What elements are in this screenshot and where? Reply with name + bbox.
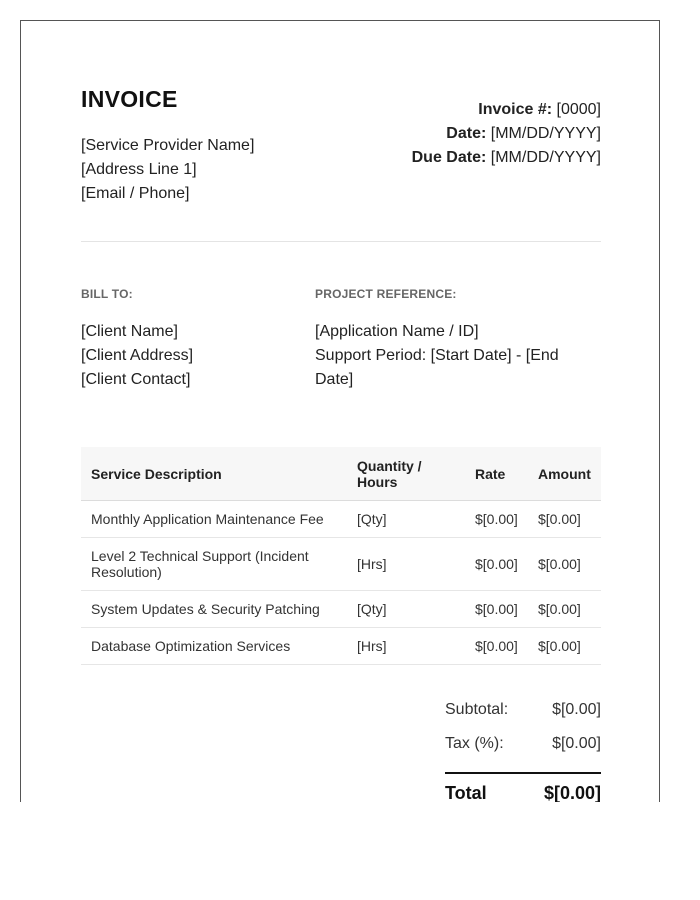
subtotal-row — [445, 695, 601, 729]
table-row — [81, 501, 601, 538]
invoice-date — [412, 122, 601, 146]
provider-contact: [Email / Phone] — [81, 185, 190, 202]
subtotal-label: Subtotal: — [445, 701, 509, 718]
invoice-number — [412, 98, 601, 122]
row-quantity: [Hrs] — [347, 538, 465, 591]
client-address: [Client Address] — [81, 347, 194, 364]
provider-block — [81, 134, 254, 206]
row-rate: $[0.00] — [465, 628, 528, 665]
tax-row — [445, 729, 601, 763]
invoice-meta — [412, 98, 601, 170]
table-row — [81, 538, 601, 591]
invoice-date-value: [MM/DD/YYYY] — [490, 125, 601, 142]
table-row — [81, 628, 601, 665]
invoice-number-value: [0000] — [556, 101, 601, 118]
subtotal-value: $[0.00] — [552, 701, 601, 718]
table-row — [81, 591, 601, 628]
row-quantity: [Qty] — [347, 591, 465, 628]
bill-to-block — [81, 320, 193, 392]
total-label: Total — [445, 783, 487, 802]
totals-block — [445, 695, 601, 802]
header-quantity-hours: Quantity / Hours — [347, 447, 465, 501]
project-support-period: Support Period: [Start Date] - [End Date] — [315, 347, 559, 388]
row-amount: $[0.00] — [528, 501, 601, 538]
table-header-row — [81, 447, 601, 501]
header-amount: Amount — [528, 447, 601, 501]
row-description: Monthly Application Maintenance Fee — [81, 501, 347, 538]
invoice-due-date — [412, 146, 601, 170]
row-amount: $[0.00] — [528, 538, 601, 591]
invoice-due-date-label: Due Date: — [411, 149, 487, 166]
client-name: [Client Name] — [81, 323, 178, 340]
project-application: [Application Name / ID] — [315, 323, 479, 340]
row-description: System Updates & Security Patching — [81, 591, 347, 628]
services-table — [81, 447, 601, 665]
invoice-page — [20, 20, 660, 802]
provider-address: [Address Line 1] — [81, 161, 197, 178]
total-divider — [445, 772, 601, 774]
total-value: $[0.00] — [543, 783, 601, 802]
project-reference-label: PROJECT REFERENCE: — [315, 287, 457, 301]
row-quantity: [Hrs] — [347, 628, 465, 665]
client-contact: [Client Contact] — [81, 371, 191, 388]
header-rate: Rate — [465, 447, 528, 501]
row-rate: $[0.00] — [465, 538, 528, 591]
tax-value: $[0.00] — [552, 735, 601, 752]
row-amount: $[0.00] — [528, 591, 601, 628]
row-amount: $[0.00] — [528, 628, 601, 665]
header-service-description: Service Description — [81, 447, 347, 501]
provider-name: [Service Provider Name] — [81, 137, 255, 154]
header-divider — [81, 241, 601, 242]
project-reference-block — [315, 320, 601, 392]
row-rate: $[0.00] — [465, 591, 528, 628]
row-description: Level 2 Technical Support (Incident Resolution) — [81, 538, 347, 591]
row-description: Database Optimization Services — [81, 628, 347, 665]
invoice-number-label: Invoice #: — [478, 101, 553, 118]
invoice-title: INVOICE — [81, 86, 178, 112]
invoice-due-date-value: [MM/DD/YYYY] — [490, 149, 601, 166]
invoice-date-label: Date: — [446, 125, 487, 142]
row-quantity: [Qty] — [347, 501, 465, 538]
tax-label: Tax (%): — [445, 735, 504, 752]
row-rate: $[0.00] — [465, 501, 528, 538]
bill-to-label: BILL TO: — [81, 287, 133, 301]
